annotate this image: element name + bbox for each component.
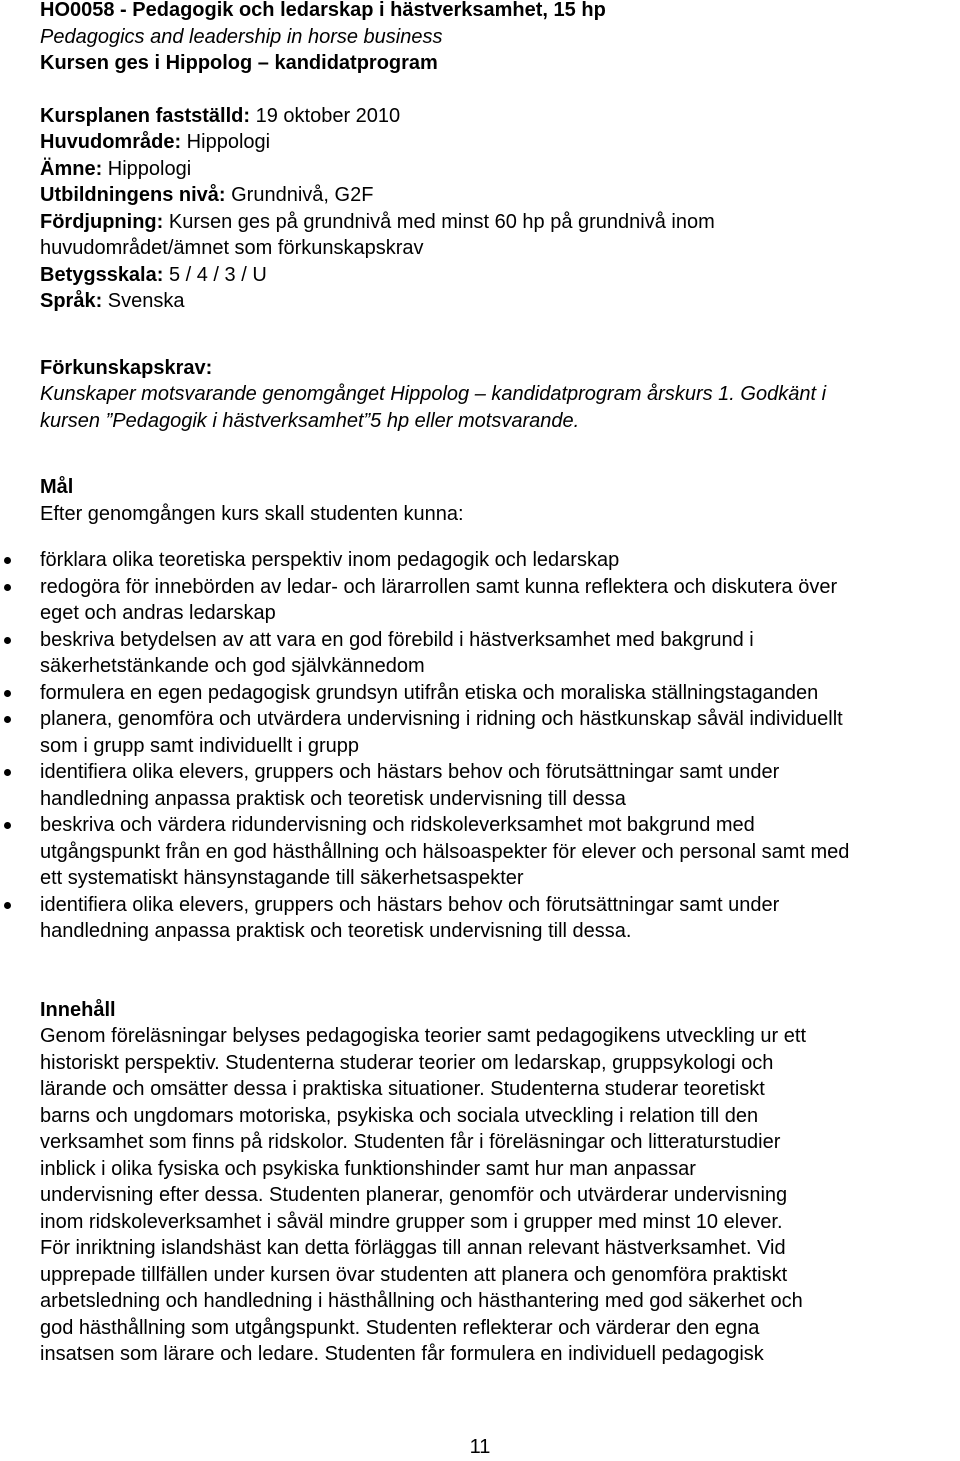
content-heading: Innehåll (40, 998, 116, 1021)
content-line: För inriktning islandshäst kan detta förläggas till annan relevant hästverksamhet. Vid (40, 1237, 786, 1259)
content-line: inom ridskoleverksamhet i såväl mindre grupper som i grupper med minst 10 elever. (40, 1210, 783, 1233)
content-line: insatsen som lärare och ledare. Studenten får formulera en individuell pedagogisk (40, 1343, 764, 1365)
meta-value: Hippologi (102, 157, 192, 180)
meta-label: Fördjupning: (40, 210, 164, 233)
content-line: arbetsledning och handledning i hästhållning och hästhantering med god säkerhet och (40, 1290, 803, 1312)
goal-item-line: beskriva och värdera ridundervisning och ridskoleverksamhet mot bakgrund med (40, 814, 755, 836)
bullet-icon (4, 716, 11, 723)
goal-item (40, 680, 958, 707)
meta-label: Språk: (40, 290, 103, 312)
content-line: undervisning efter dessa. Studenten planerar, genomför och utvärderar undervisning (40, 1184, 788, 1206)
meta-value: Hippologi (181, 131, 271, 153)
meta-grading (40, 262, 958, 289)
goal-item-line: identifiera olika elevers, gruppers och hästars behov och förutsättningar samt under (40, 893, 780, 916)
goal-item-line: beskriva betydelsen av att vara en god förebild i hästverksamhet med bakgrund i (40, 628, 754, 651)
goal-item-line: identifiera olika elevers, gruppers och hästars behov och förutsättningar samt under (40, 761, 780, 783)
meta-subject (40, 156, 958, 183)
content-text (40, 1023, 958, 1368)
content-line: verksamhet som finns på ridskolor. Studenten får i föreläsningar och litteraturstudier (40, 1131, 781, 1153)
goal-item-line: som i grupp samt individuellt i grupp (40, 734, 360, 757)
goals-list (40, 547, 958, 945)
page-content (40, 0, 958, 1368)
goal-item-line: handledning anpassa praktisk och teoretisk undervisning till dessa. (40, 920, 632, 942)
prereq-heading: Förkunskapskrav: (40, 356, 213, 379)
program-line: Kursen ges i Hippolog – kandidatprogram (40, 52, 438, 74)
meta-label: Ämne: (40, 157, 103, 180)
content-line: lärande och omsätter dessa i praktiska situationer. Studenterna studerar teoretiskt (40, 1078, 765, 1100)
bullet-icon (4, 584, 11, 591)
goal-item-line: utgångspunkt från en god hästhållning och hälsoaspekter för elever och personal samt med (40, 840, 850, 863)
meta-specialization-cont: huvudområdet/ämnet som förkunskapskrav (40, 237, 424, 259)
goal-item (40, 706, 958, 759)
meta-value: Kursen ges på grundnivå med minst 60 hp på grundnivå inom (163, 210, 715, 233)
meta-value: Grundnivå, G2F (225, 184, 374, 206)
content-line: god hästhållning som utgångspunkt. Studenten reflekterar och värderar den egna (40, 1316, 760, 1339)
goal-item (40, 574, 958, 627)
goal-item-line: säkerhetstänkande och god självkännedom (40, 655, 425, 677)
goal-item (40, 627, 958, 680)
meta-value: 5 / 4 / 3 / U (163, 263, 267, 286)
content-line: barns och ungdomars motoriska, psykiska och sociala utveckling i relation till den (40, 1104, 759, 1127)
content-line: Genom föreläsningar belyses pedagogiska teorier samt pedagogikens utveckling ur ett (40, 1025, 806, 1047)
meta-label: Huvudområde: (40, 131, 182, 153)
goal-item-line: planera, genomföra och utvärdera undervisning i ridning och hästkunskap såväl individuellt (40, 708, 843, 730)
goals-intro: Efter genomgången kurs skall studenten kunna: (40, 502, 464, 525)
meta-level (40, 182, 958, 209)
meta-value: 19 oktober 2010 (250, 104, 401, 127)
meta-main-field (40, 129, 958, 156)
meta-specialization (40, 209, 958, 236)
meta-language (40, 288, 958, 315)
goal-item-line: förklara olika teoretiska perspektiv inom pedagogik och ledarskap (40, 549, 620, 571)
meta-label: Kursplanen fastställd: (40, 104, 251, 127)
bullet-icon (4, 637, 11, 644)
goal-item-line: eget och andras ledarskap (40, 602, 276, 624)
goal-item-line: redogöra för innebörden av ledar- och lärarrollen samt kunna reflektera och diskutera över (40, 575, 838, 598)
content-line: upprepade tillfällen under kursen övar studenten att planera och genomföra praktiskt (40, 1263, 788, 1286)
prereq-line: kursen ”Pedagogik i hästverksamhet”5 hp eller motsvarande. (40, 409, 580, 432)
content-line: historiskt perspektiv. Studenterna studerar teorier om ledarskap, gruppsykologi och (40, 1051, 774, 1074)
bullet-icon (4, 902, 11, 909)
page-number: 11 (469, 1436, 491, 1458)
prereq-line: Kunskaper motsvarande genomgånget Hippolog – kandidatprogram årskurs 1. Godkänt i (40, 383, 827, 405)
goal-item (40, 759, 958, 812)
meta-label: Utbildningens nivå: (40, 184, 226, 206)
bullet-icon (4, 822, 11, 829)
goal-item (40, 892, 958, 945)
goal-item-line: ett systematiskt hänsynstagande till säkerhetsaspekter (40, 867, 524, 889)
goal-item-line: handledning anpassa praktisk och teoretisk undervisning till dessa (40, 787, 626, 810)
content-line: inblick i olika fysiska och psykiska funktionshinder samt hur man anpassar (40, 1157, 696, 1180)
bullet-icon (4, 690, 11, 697)
goal-item-line: formulera en egen pedagogisk grundsyn utifrån etiska och moraliska ställningstaganden (40, 681, 819, 704)
goal-item (40, 547, 958, 574)
bullet-icon (4, 557, 11, 564)
meta-value: Svenska (102, 290, 185, 312)
meta-label: Betygsskala: (40, 263, 164, 286)
goals-heading: Mål (40, 476, 74, 498)
bullet-icon (4, 769, 11, 776)
course-title-english: Pedagogics and leadership in horse business (40, 25, 443, 48)
course-title: HO0058 - Pedagogik och ledarskap i hästverksamhet, 15 hp (40, 0, 606, 21)
goal-item (40, 812, 958, 892)
meta-established (40, 103, 958, 130)
